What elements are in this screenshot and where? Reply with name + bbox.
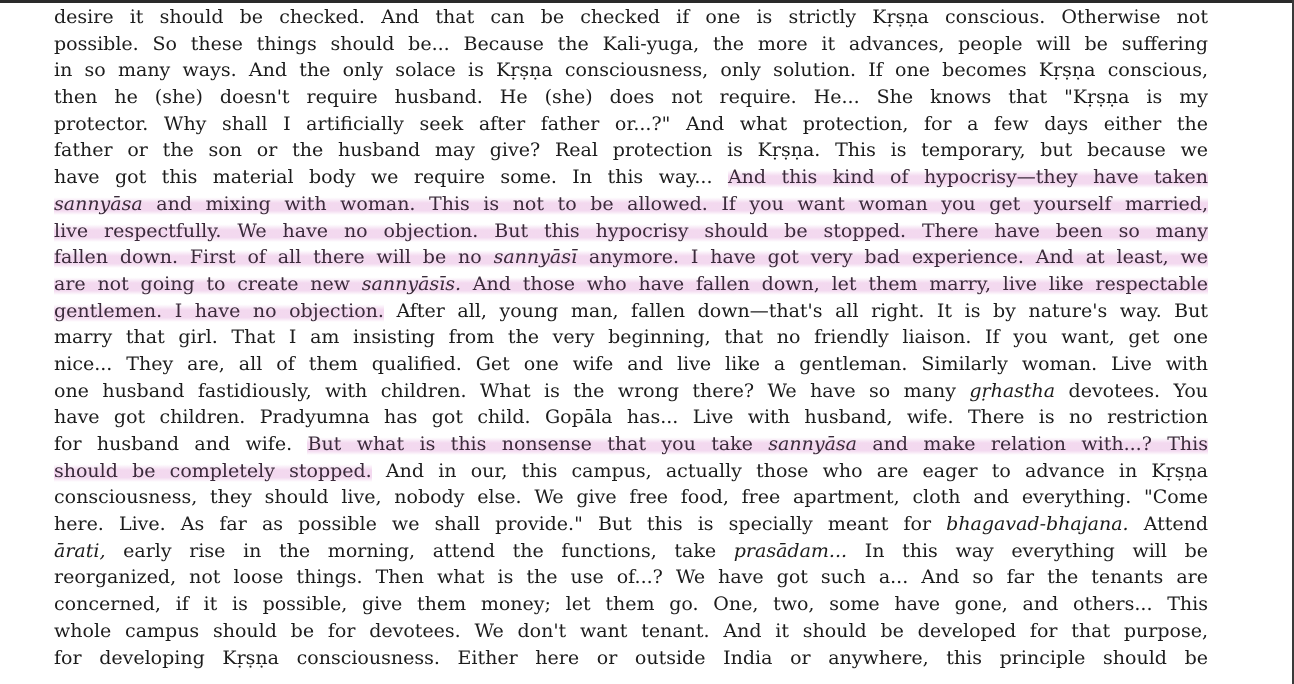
text-segment: early rise in the morning, attend the functions, take: [105, 539, 734, 562]
text-segment: Attend: [1128, 513, 1208, 536]
text-line: [54, 111, 1208, 138]
text-line: [54, 538, 1208, 565]
text-line: [54, 31, 1208, 58]
text-line: [54, 4, 1208, 31]
highlighted-text-segment: anymore. I have got very bad experience. And at least, we: [577, 246, 1208, 269]
text-segment: gṛhastha: [969, 379, 1056, 402]
text-line: [54, 298, 1208, 325]
highlighted-text-segment: and mixing with woman. This is not to be allowed. If you want woman you get yourself married,: [142, 192, 1208, 215]
text-line: [54, 84, 1208, 111]
document-page: [54, 4, 1208, 684]
text-line: [54, 137, 1208, 164]
text-segment: whole campus should be for devotees. We don't want tenant. And it should be developed for that purpose,: [54, 619, 1208, 642]
top-border-rule: [0, 0, 1294, 3]
highlighted-text-segment: But what is this nonsense that you take: [307, 433, 769, 455]
text-line: [54, 564, 1208, 591]
text-segment: for husband and wife.: [54, 433, 308, 455]
highlighted-text-segment: And those who have fallen down, let them marry, live like respectable: [461, 272, 1208, 295]
text-segment: desire it should be checked. And that can be checked if one is strictly Kṛṣṇa conscious. Otherwise not: [54, 6, 1208, 28]
text-line: [54, 218, 1208, 245]
text-segment: devotees. You: [1055, 379, 1208, 402]
text-segment: bhagavad-bhajana.: [946, 513, 1129, 536]
text-line: [54, 57, 1208, 84]
text-segment: here. Live. As far as possible we shall provide." But this is specially meant for: [54, 513, 947, 536]
text-line: [54, 458, 1208, 485]
text-line: [54, 591, 1208, 618]
highlighted-text-segment: sannyāsīs.: [361, 272, 462, 295]
highlighted-text-segment: and make relation with...? This: [856, 433, 1208, 455]
highlighted-text-segment: sannyāsī: [493, 246, 578, 269]
text-line: [54, 271, 1208, 298]
highlighted-text-segment: are not going to create new: [54, 272, 362, 295]
text-segment: ārati,: [54, 539, 106, 562]
highlighted-text-segment: sannyāsa: [768, 433, 857, 455]
text-segment: then he (she) doesn't require husband. He (she) does not require. He... She knows that "Kṛṣṇa is my: [54, 86, 1208, 109]
text-segment: one husband fastidiously, with children. What is the wrong there? We have so many: [54, 379, 970, 402]
text-segment: And in our, this campus, actually those who are eager to advance in Kṛṣṇa: [371, 459, 1208, 482]
text-line: [54, 164, 1208, 191]
text-line: [54, 484, 1208, 511]
text-segment: marry that girl. That I am insisting from the very beginning, that no friendly liaison. If you want, get one: [54, 326, 1208, 349]
text-line: [54, 351, 1208, 378]
text-segment: reorganized, not loose things. Then what is the use of...? We have got such a... And so far the tenants are: [54, 566, 1208, 589]
highlighted-text-segment: sannyāsa: [54, 192, 143, 215]
text-segment: nice... They are, all of them qualified. Get one wife and live like a gentleman. Similarly woman. Live with: [54, 352, 1208, 375]
text-segment: In this way everything will be: [847, 539, 1208, 562]
text-line: [54, 511, 1208, 538]
text-line: [54, 645, 1208, 672]
text-line: [54, 618, 1208, 645]
text-segment: possible. So these things should be... Because the Kali-yuga, the more it advances, people will be suffering: [54, 32, 1208, 55]
highlighted-text-segment: gentlemen. I have no objection.: [54, 299, 384, 322]
text-line: [54, 404, 1208, 431]
text-segment: prasādam...: [733, 539, 848, 562]
text-segment: for developing Kṛṣṇa consciousness. Either here or outside India or anywhere, this principle should be: [54, 646, 1208, 669]
highlighted-text-segment: live respectfully. We have no objection. But this hypocrisy should be stopped. There have been so many: [54, 219, 1208, 242]
text-segment: father or the son or the husband may give? Real protection is Kṛṣṇa. This is temporary, but because we: [54, 139, 1208, 162]
text-segment: have got children. Pradyumna has got child. Gopāla has... Live with husband, wife. There is no restriction: [54, 406, 1208, 429]
text-segment: have got this material body we require some. In this way...: [54, 166, 728, 189]
text-line: [54, 378, 1208, 405]
text-line: [54, 431, 1208, 458]
highlighted-text-segment: And this kind of hypocrisy—they have taken: [727, 166, 1208, 189]
text-segment: protector. Why shall I artificially seek after father or...?" And what protection, for a few days either the: [54, 112, 1208, 135]
highlighted-text-segment: should be completely stopped.: [54, 459, 372, 482]
highlighted-text-segment: fallen down. First of all there will be no: [54, 246, 494, 269]
text-segment: concerned, if it is possible, give them money; let them go. One, two, some have gone, and others... This: [54, 593, 1208, 616]
text-line: [54, 191, 1208, 218]
text-segment: in so many ways. And the only solace is Kṛṣṇa consciousness, only solution. If one becomes Kṛṣṇa conscious,: [54, 59, 1208, 82]
text-segment: consciousness, they should live, nobody else. We give free food, free apartment, cloth and everything. "Come: [54, 486, 1208, 509]
text-segment: After all, young man, fallen down—that's all right. It is by nature's way. But: [383, 299, 1208, 322]
text-line: [54, 324, 1208, 351]
text-line: [54, 244, 1208, 271]
